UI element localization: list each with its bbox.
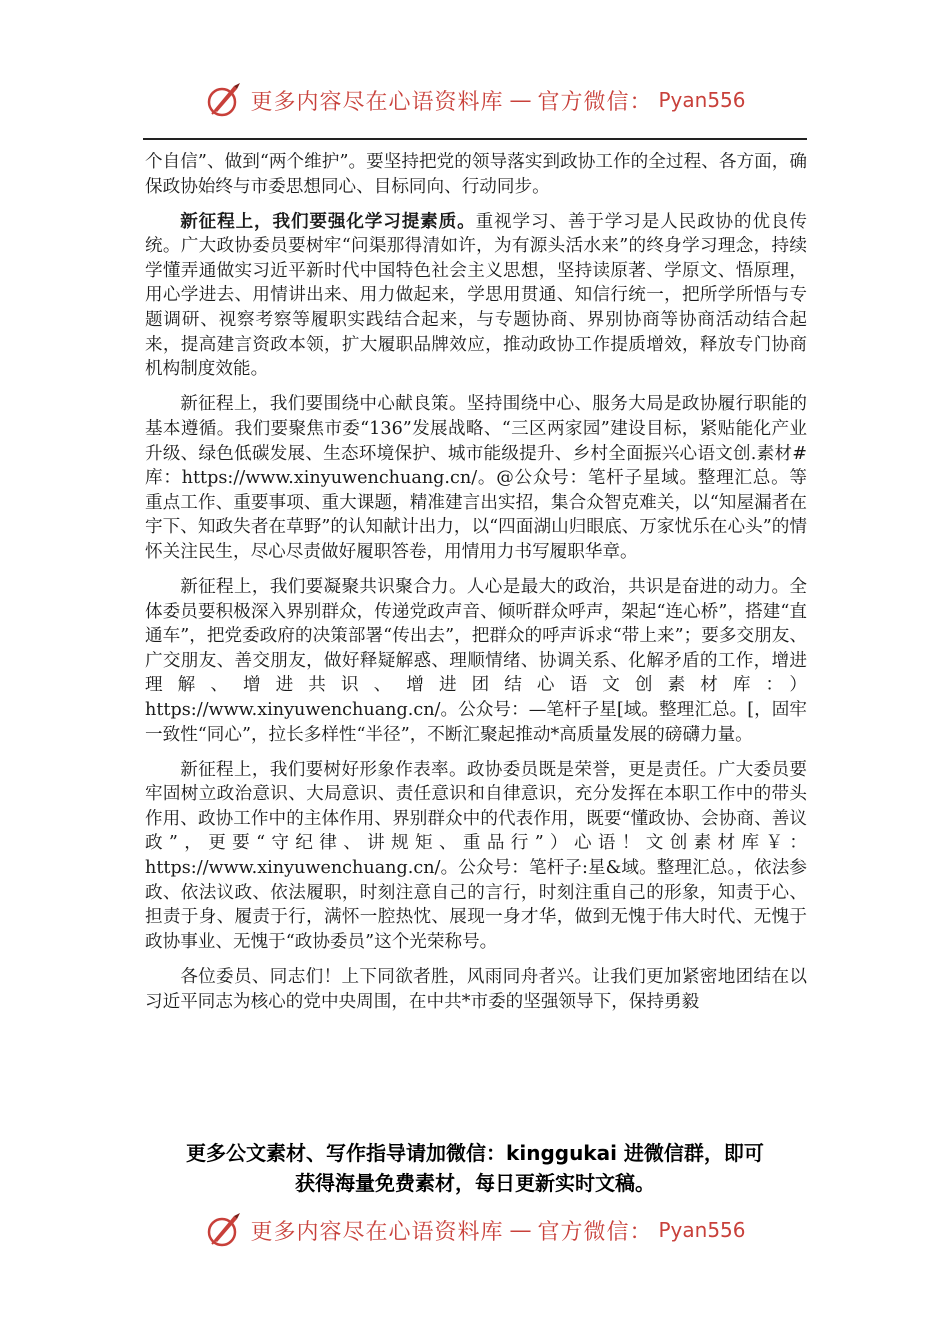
wechat-label: 官方微信： [537,89,653,115]
quill-pen-logo-icon [204,80,244,120]
footer-brand-title: 更多内容尽在心语资料库 [250,1219,504,1245]
brand-banner [204,80,745,120]
paragraph-2: 新征程上，我们要强化学习提素质。重视学习、善于学习是人民政协的优良传统。广大政协委员要树牢“问渠那得清如许，为有源头活水来”的终身学习理念，持续学懂弄通做实习近平新时代中国特色社会主义思想，坚持读原著、学原文、悟原理，用心学进去、用情讲出来、用力做起来，学思用贯通、知信行统一，把所学所悟与专题调研、视察考察等履职实践结合起来，与专题协商、界别协商等协商活动结合起来，提高建言资政本领，扩大履职品牌效应，推动政协工作提质增效，释放专门协商机构制度效能。 [145,210,807,380]
header-divider [143,138,807,140]
paragraph-lead: 新征程上，我们要强化学习提素质。 [180,210,476,232]
promo-notice [110,1138,840,1198]
page-header [0,78,950,122]
footer-brand-separator: — [509,1217,532,1243]
promo-line-1: 更多公文素材、写作指导请加微信：kinggukai 进微信群，即可 [186,1141,764,1165]
footer-wechat-id: Pyan556 [658,1218,746,1242]
brand-separator: — [509,87,532,113]
promo-line-2: 获得海量免费素材，每日更新实时文稿。 [295,1171,655,1195]
paragraph-3: 新征程上，我们要围绕中心献良策。坚持围绕中心、服务大局是政协履行职能的基本遵循。我们要聚焦市委“136”发展战略、“三区两家园”建设目标，紧贴能化产业升级、绿色低碳发展、生态环境保护、城市能级提升、乡村全面振兴心语文创.素材#库：https://www.xinyuwenchuang.cn/。@公众号：笔杆子星域。整理汇总。等重点工作、重要事项、重大课题，精准建言出实招，集合众智克难关，以“知屋漏者在宇下、知政失者在草野”的认知献计出力，以“四面湖山归眼底、万家忧乐在心头”的情怀关注民生，尽心尽责做好履职答卷，用情用力书写履职华章。 [145,394,807,562]
footer-brand-banner [204,1210,745,1250]
document-body [145,150,807,1025]
wechat-id: Pyan556 [658,88,746,112]
page-footer [0,1208,950,1252]
paragraph-4: 新征程上，我们要凝聚共识聚合力。人心是最大的政治，共识是奋进的动力。全体委员要积极深入界别群众，传递党政声音、倾听群众呼声，架起“连心桥”，搭建“直通车”，把党委政府的决策部署“传出去”，把群众的呼声诉求“带上来”；要多交朋友、广交朋友、善交朋友，做好释疑解惑、理顺情绪、协调关系、化解矛盾的工作，增进理解、增进共识、增进团结心语文创素材库：）https://www.xinyuwenchuang.cn/。公众号：—笔杆子星[域。整理汇总。[，固牢一致性“同心”，拉长多样性“半径”，不断汇聚起推动*高质量发展的磅礴力量。 [145,577,807,745]
footer-wechat-label: 官方微信： [537,1219,653,1245]
paragraph-1: 个自信”、做到“两个维护”。要坚持把党的领导落实到政协工作的全过程、各方面，确保政协始终与市委思想同心、目标同向、行动同步。 [145,152,807,197]
brand-title: 更多内容尽在心语资料库 [250,89,504,115]
paragraph-5: 新征程上，我们要树好形象作表率。政协委员既是荣誉，更是责任。广大委员要牢固树立政治意识、大局意识、责任意识和自律意识，充分发挥在本职工作中的带头作用、政协工作中的主体作用、界别群众中的代表作用，既要“懂政协、会协商、善议政”，更要“守纪律、讲规矩、重品行”）心语！文创素材库￥：https://www.xinyuwenchuang.cn/。公众号：笔杆子:星&域。整理汇总。，依法参政、依法议政、依法履职，时刻注意自己的言行，时刻注重自己的形象，知责于心、担责于身、履责于行，满怀一腔热忱、展现一身才华，做到无愧于伟大时代、无愧于政协事业、无愧于“政协委员”这个光荣称号。 [145,759,807,952]
quill-pen-logo-icon [204,1210,244,1250]
paragraph-6: 各位委员、同志们！上下同欲者胜，风雨同舟者兴。让我们更加紧密地团结在以习近平同志为核心的党中央周围，在中共*市委的坚强领导下，保持勇毅 [145,966,807,1012]
